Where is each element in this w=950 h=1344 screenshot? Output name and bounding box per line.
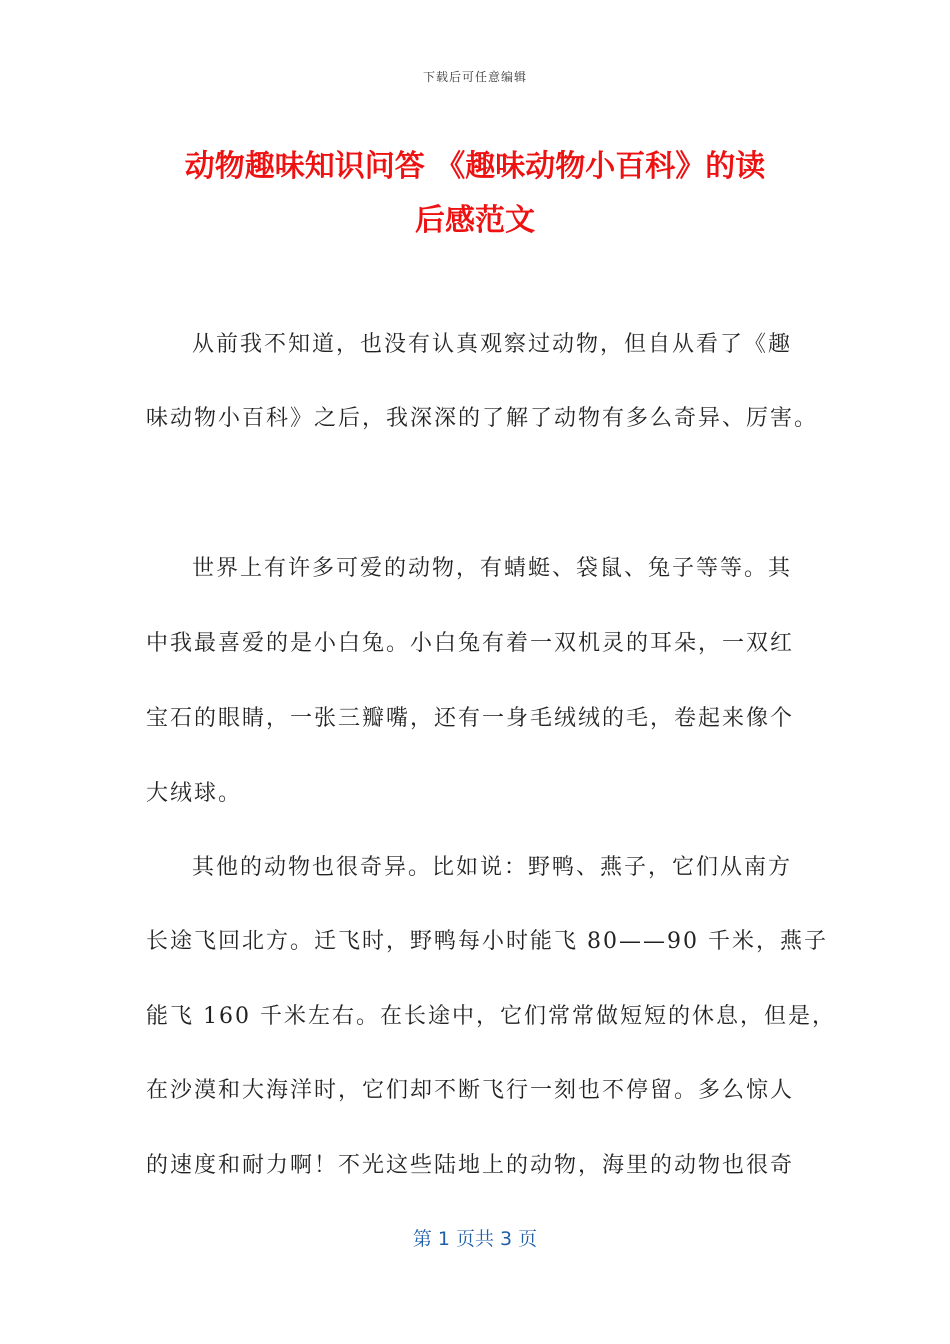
- paragraph-line: 的速度和耐力啊！不光这些陆地上的动物，海里的动物也很奇: [146, 1153, 795, 1178]
- paragraph-line: 宝石的眼睛，一张三瓣嘴，还有一身毛绒绒的毛，卷起来像个: [146, 706, 795, 731]
- title-line-1: 动物趣味知识问答 《趣味动物小百科》的读: [184, 149, 766, 184]
- document-title: [120, 140, 830, 248]
- paragraph-line: 其他的动物也很奇异。比如说：野鸭、燕子，它们从南方: [192, 855, 793, 880]
- paragraph-line: 长途飞回北方。迁飞时，野鸭每小时能飞 80——90 千米，燕子: [146, 929, 828, 954]
- page-number-footer: 第 1 页共 3 页: [412, 1228, 538, 1250]
- paragraph-line: 大绒球。: [146, 781, 243, 806]
- paragraph-line: 味动物小百科》之后，我深深的了解了动物有多么奇异、厉害。: [146, 406, 819, 431]
- paragraph-line: 从前我不知道，也没有认真观察过动物，但自从看了《趣: [192, 332, 793, 357]
- header-note: 下载后可任意编辑: [422, 70, 527, 84]
- title-line-2: 后感范文: [415, 203, 535, 238]
- paragraph-line: 在沙漠和大海洋时，它们却不断飞行一刻也不停留。多么惊人: [146, 1078, 795, 1103]
- paragraph-line: 中我最喜爱的是小白兔。小白兔有着一双机灵的耳朵，一双红: [146, 631, 795, 656]
- paragraph-line: 世界上有许多可爱的动物，有蜻蜓、袋鼠、兔子等等。其: [192, 556, 793, 581]
- paragraph-line: 能飞 160 千米左右。在长途中，它们常常做短短的休息，但是，: [146, 1004, 836, 1029]
